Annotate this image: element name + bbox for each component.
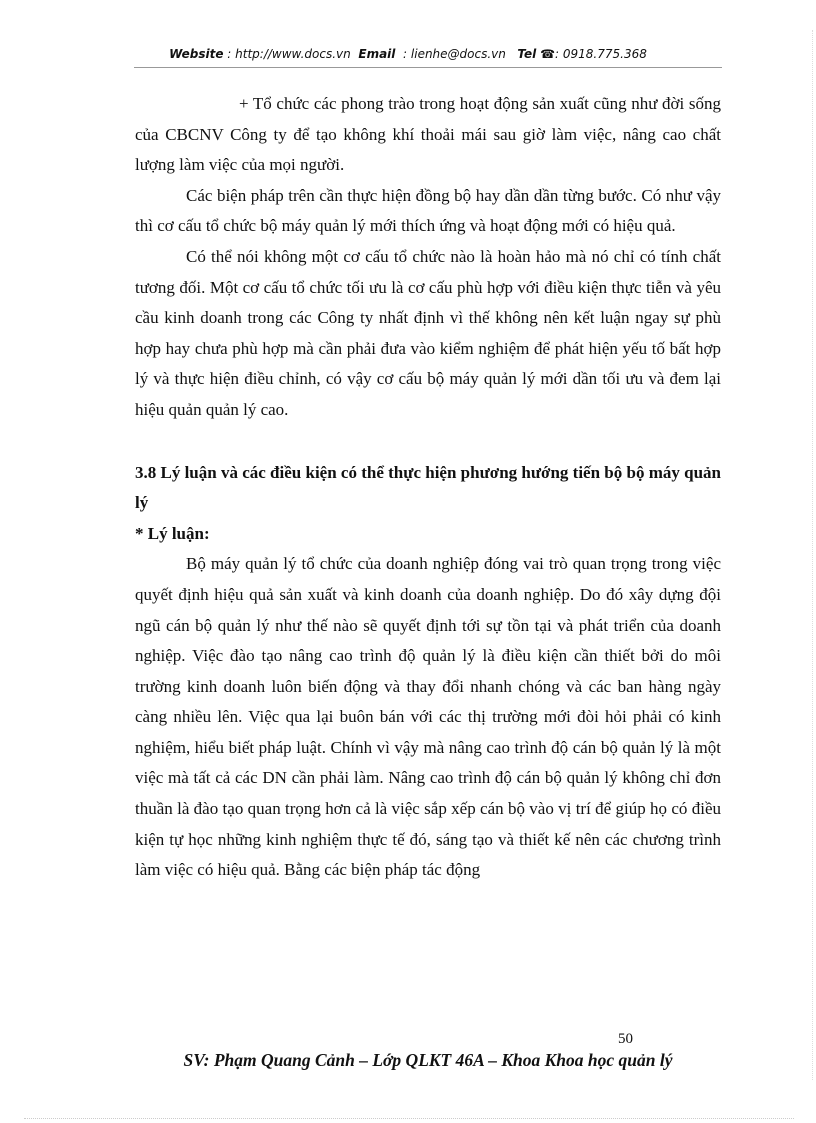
document-body xyxy=(135,89,721,886)
paragraph-2: Các biện pháp trên cần thực hiện đồng bộ hay dần dần từng bước. Có như vậy thì cơ cấu tổ chức bộ máy quản lý mới thích ứng và hoạt động mới có hiệu quả. xyxy=(135,185,721,236)
paragraph-3: Có thể nói không một cơ cấu tổ chức nào là hoàn hảo mà nó chỉ có tính chất tương đối. Một cơ cấu tổ chức tối ưu là cơ cấu phù hợp với điều kiện thực tiễn và yêu cầu kinh doanh trong các Công ty nhất định vì thế không nên kết luận ngay sự phù hợp hay chưa phù hợp mà cần phải đưa vào kiểm nghiệm để phát hiện yếu tố bất hợp lý và thực hiện điều chỉnh, có vậy cơ cấu bộ máy quản lý mới dần tối ưu và đem lại hiệu quản quản lý cao. xyxy=(135,246,721,419)
tel-value: : 0918.775.368 xyxy=(555,47,647,61)
page-footer: SV: Phạm Quang Cảnh – Lớp QLKT 46A – Khoa Khoa học quản lý xyxy=(183,1050,673,1070)
paragraph-1: + Tổ chức các phong trào trong hoạt động sản xuất cũng như đời sống của CBCNV Công ty để tạo không khí thoải mái sau giờ làm việc, nâng cao chất lượng làm việc của mọi người. xyxy=(135,94,721,175)
email-value: : lienhe@docs.vn xyxy=(403,47,506,61)
website-label: Website xyxy=(169,47,224,61)
page-number: 50 xyxy=(618,1031,633,1047)
page-header xyxy=(0,47,816,61)
phone-icon: ☎ xyxy=(540,47,556,61)
subheading: * Lý luận: xyxy=(135,523,210,543)
header-divider xyxy=(134,67,722,68)
section-paragraph: Bộ máy quản lý tổ chức của doanh nghiệp đóng vai trò quan trọng trong việc quyết định hiệu quả sản xuất và kinh doanh của doanh nghiệp. Do đó xây dựng đội ngũ cán bộ quản lý như thế nào sẽ quyết định tới sự tồn tại và phát triển của doanh nghiệp. Việc đào tạo nâng cao trình độ quản lý là điều kiện cần thiết bởi do môi trường kinh doanh luôn biến động và thay đổi nhanh chóng và các ban hàng ngày càng nhiều lên. Việc qua lại buôn bán với các thị trường mới đòi hỏi phải có kinh nghiệm, hiểu biết pháp luật. Chính vì vậy mà nâng cao trình độ cán bộ quản lý là một việc mà tất cả các DN cần phải làm. Nâng cao trình độ cán bộ quản lý không chỉ đơn thuần là đào tạo quan trọng hơn cả là việc sắp xếp cán bộ vào vị trí để giúp họ có điều kiện tự học những kinh nghiệm thực tế đó, sáng tạo và thiết kế nên các chương trình làm việc có hiệu quả. Bằng các biện pháp tác động xyxy=(135,554,721,880)
tel-label: Tel xyxy=(517,47,537,61)
website-value: : http://www.docs.vn xyxy=(227,47,351,61)
right-margin-line xyxy=(812,30,813,1080)
bottom-divider xyxy=(24,1118,794,1119)
email-label: Email xyxy=(358,47,396,61)
section-heading: 3.8 Lý luận và các điều kiện có thể thực hiện phương hướng tiến bộ bộ máy quản lý xyxy=(135,462,721,513)
